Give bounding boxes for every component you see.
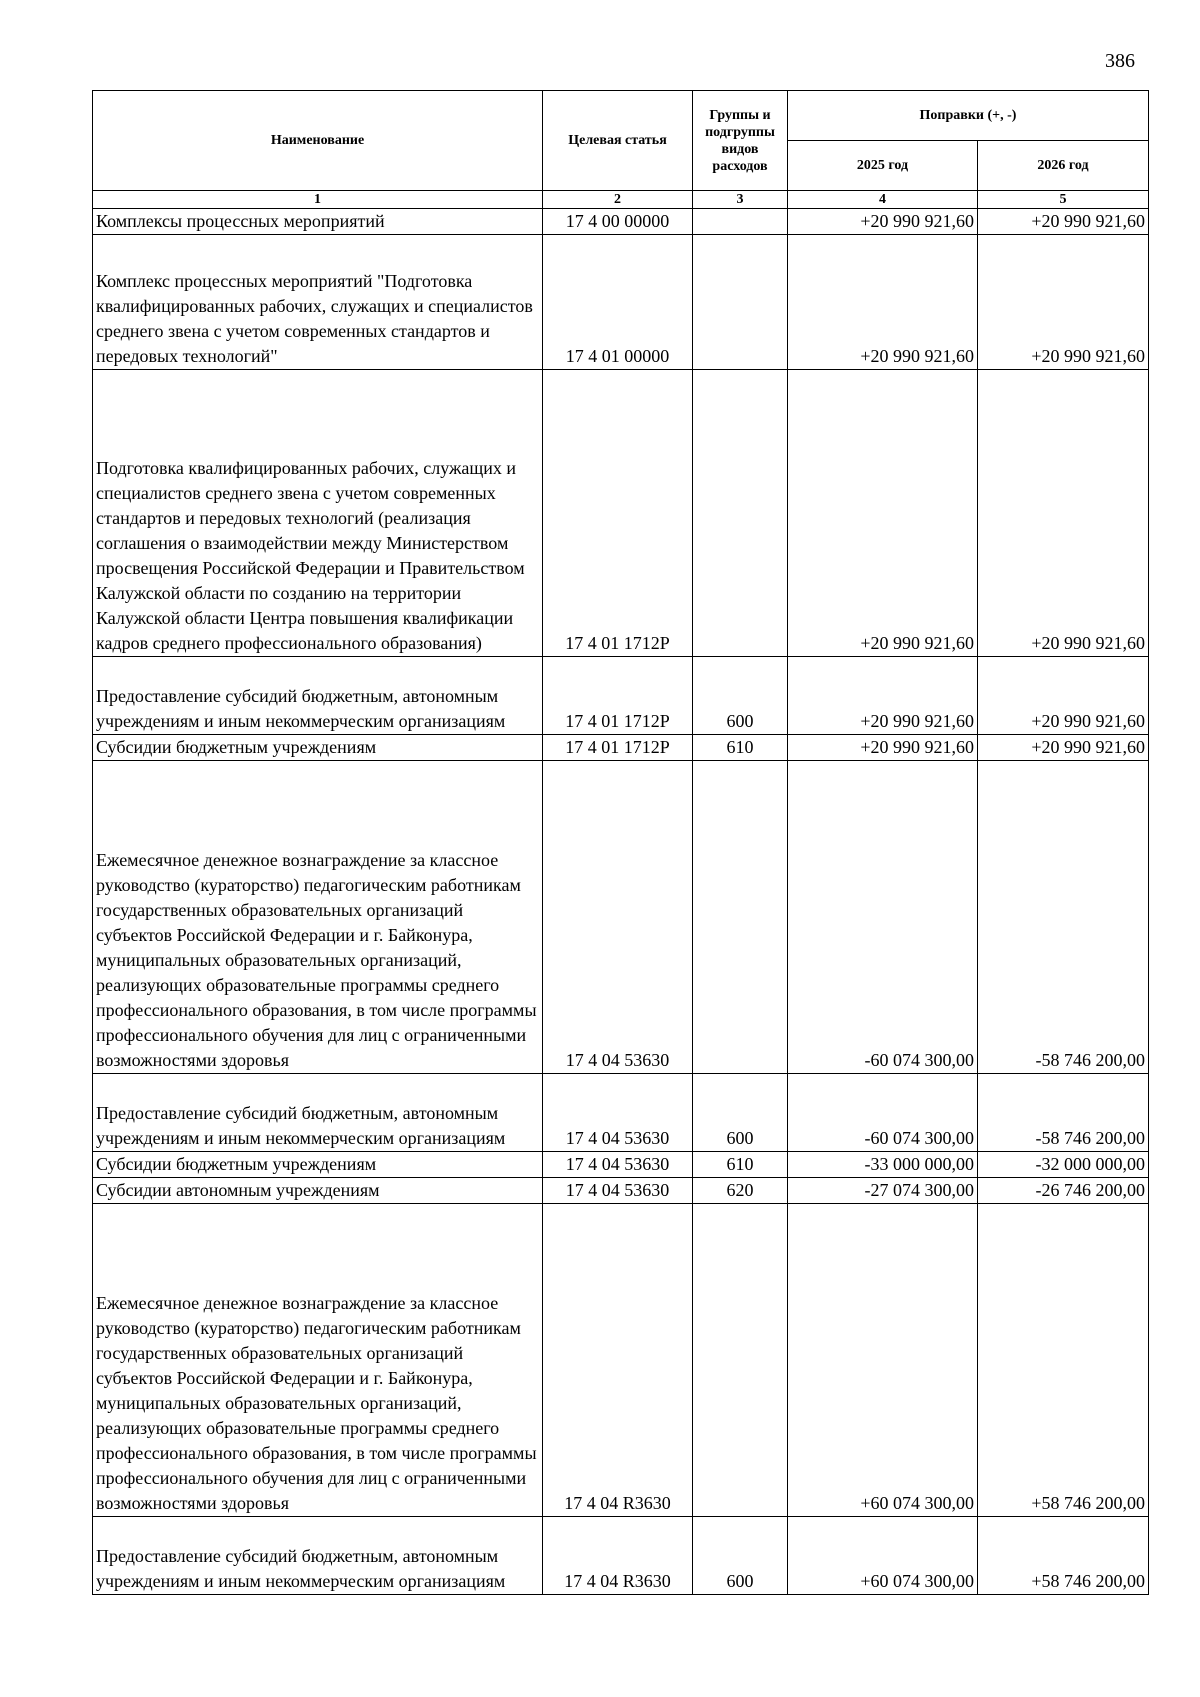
row-name-cell: Комплексы процессных мероприятий xyxy=(93,209,543,235)
row-expense-group-cell: 610 xyxy=(693,735,788,761)
column-number-3: 3 xyxy=(693,191,788,209)
row-amendment-2025-cell: -60 074 300,00 xyxy=(788,1074,978,1152)
row-amendment-2025-cell: +60 074 300,00 xyxy=(788,1204,978,1517)
row-amendment-2026-cell: +20 990 921,60 xyxy=(978,657,1149,735)
row-expense-group-cell: 610 xyxy=(693,1152,788,1178)
table-row xyxy=(93,1074,1149,1152)
row-amendment-2026-cell: +20 990 921,60 xyxy=(978,209,1149,235)
table-row xyxy=(93,657,1149,735)
header-amendments: Поправки (+, -) xyxy=(788,91,1149,141)
table-row xyxy=(93,370,1149,657)
row-target-article-cell: 17 4 04 53630 xyxy=(543,761,693,1074)
row-name-cell: Предоставление субсидий бюджетным, автономным учреждениям и иным некоммерческим организациям xyxy=(93,1517,543,1595)
header-year-2026: 2026 год xyxy=(978,141,1149,191)
row-amendment-2026-cell: -32 000 000,00 xyxy=(978,1152,1149,1178)
row-name-cell: Субсидии бюджетным учреждениям xyxy=(93,1152,543,1178)
row-target-article-cell: 17 4 04 R3630 xyxy=(543,1204,693,1517)
row-expense-group-cell xyxy=(693,209,788,235)
row-name-cell: Предоставление субсидий бюджетным, автономным учреждениям и иным некоммерческим организациям xyxy=(93,1074,543,1152)
header-target-article: Целевая статья xyxy=(543,91,693,191)
row-name-cell: Ежемесячное денежное вознаграждение за классное руководство (кураторство) педагогическим работникам государственных образовательных организаций субъектов Российской Федерации и г. Байконура, муниципальных образовательных организаций, реализующих образовательные программы среднего профессионального образования, в том числе программы профессионального обучения для лиц с ограниченными возможностями здоровья xyxy=(93,1204,543,1517)
row-target-article-cell: 17 4 01 00000 xyxy=(543,235,693,370)
row-expense-group-cell: 600 xyxy=(693,1074,788,1152)
row-amendment-2026-cell: +20 990 921,60 xyxy=(978,370,1149,657)
row-expense-group-cell xyxy=(693,761,788,1074)
row-expense-group-cell xyxy=(693,235,788,370)
row-amendment-2025-cell: +20 990 921,60 xyxy=(788,209,978,235)
table-row xyxy=(93,235,1149,370)
row-amendment-2026-cell: -58 746 200,00 xyxy=(978,761,1149,1074)
table-row xyxy=(93,761,1149,1074)
table-row xyxy=(93,1152,1149,1178)
row-amendment-2025-cell: -60 074 300,00 xyxy=(788,761,978,1074)
column-number-1: 1 xyxy=(93,191,543,209)
row-expense-group-cell: 600 xyxy=(693,1517,788,1595)
row-name-cell: Предоставление субсидий бюджетным, автономным учреждениям и иным некоммерческим организациям xyxy=(93,657,543,735)
row-target-article-cell: 17 4 04 R3630 xyxy=(543,1517,693,1595)
row-name-cell: Ежемесячное денежное вознаграждение за классное руководство (кураторство) педагогическим работникам государственных образовательных организаций субъектов Российской Федерации и г. Байконура, муниципальных образовательных организаций, реализующих образовательные программы среднего профессионального образования, в том числе программы профессионального обучения для лиц с ограниченными возможностями здоровья xyxy=(93,761,543,1074)
table-row xyxy=(93,1178,1149,1204)
header-expense-groups: Группы и подгруппы видов расходов xyxy=(693,91,788,191)
row-amendment-2025-cell: -27 074 300,00 xyxy=(788,1178,978,1204)
table-row xyxy=(93,1517,1149,1595)
table-row xyxy=(93,209,1149,235)
row-expense-group-cell: 600 xyxy=(693,657,788,735)
row-target-article-cell: 17 4 00 00000 xyxy=(543,209,693,235)
column-number-4: 4 xyxy=(788,191,978,209)
row-target-article-cell: 17 4 01 1712Р xyxy=(543,735,693,761)
row-target-article-cell: 17 4 04 53630 xyxy=(543,1152,693,1178)
table-body xyxy=(93,209,1149,1595)
row-amendment-2026-cell: -26 746 200,00 xyxy=(978,1178,1149,1204)
page-number: 386 xyxy=(1105,50,1135,72)
column-number-5: 5 xyxy=(978,191,1149,209)
row-name-cell: Субсидии бюджетным учреждениям xyxy=(93,735,543,761)
row-amendment-2025-cell: +20 990 921,60 xyxy=(788,735,978,761)
row-amendment-2025-cell: +20 990 921,60 xyxy=(788,657,978,735)
row-target-article-cell: 17 4 04 53630 xyxy=(543,1074,693,1152)
row-name-cell: Комплекс процессных мероприятий "Подготовка квалифицированных рабочих, служащих и специалистов среднего звена с учетом современных стандартов и передовых технологий" xyxy=(93,235,543,370)
row-amendment-2025-cell: +60 074 300,00 xyxy=(788,1517,978,1595)
row-name-cell: Субсидии автономным учреждениям xyxy=(93,1178,543,1204)
header-year-2025: 2025 год xyxy=(788,141,978,191)
row-name-cell: Подготовка квалифицированных рабочих, служащих и специалистов среднего звена с учетом современных стандартов и передовых технологий (реализация соглашения о взаимодействии между Министерством просвещения Российской Федерации и Правительством Калужской области по созданию на территории Калужской области Центра повышения квалификации кадров среднего профессионального образования) xyxy=(93,370,543,657)
header-name: Наименование xyxy=(93,91,543,191)
row-amendment-2026-cell: -58 746 200,00 xyxy=(978,1074,1149,1152)
row-expense-group-cell xyxy=(693,370,788,657)
budget-amendments-table xyxy=(92,90,1149,1595)
row-amendment-2026-cell: +58 746 200,00 xyxy=(978,1517,1149,1595)
row-target-article-cell: 17 4 01 1712Р xyxy=(543,370,693,657)
row-amendment-2026-cell: +20 990 921,60 xyxy=(978,235,1149,370)
row-target-article-cell: 17 4 04 53630 xyxy=(543,1178,693,1204)
row-amendment-2026-cell: +20 990 921,60 xyxy=(978,735,1149,761)
row-amendment-2025-cell: +20 990 921,60 xyxy=(788,370,978,657)
row-expense-group-cell: 620 xyxy=(693,1178,788,1204)
row-target-article-cell: 17 4 01 1712Р xyxy=(543,657,693,735)
row-amendment-2025-cell: +20 990 921,60 xyxy=(788,235,978,370)
row-amendment-2026-cell: +58 746 200,00 xyxy=(978,1204,1149,1517)
row-expense-group-cell xyxy=(693,1204,788,1517)
table-row xyxy=(93,1204,1149,1517)
row-amendment-2025-cell: -33 000 000,00 xyxy=(788,1152,978,1178)
table-row xyxy=(93,735,1149,761)
column-number-2: 2 xyxy=(543,191,693,209)
